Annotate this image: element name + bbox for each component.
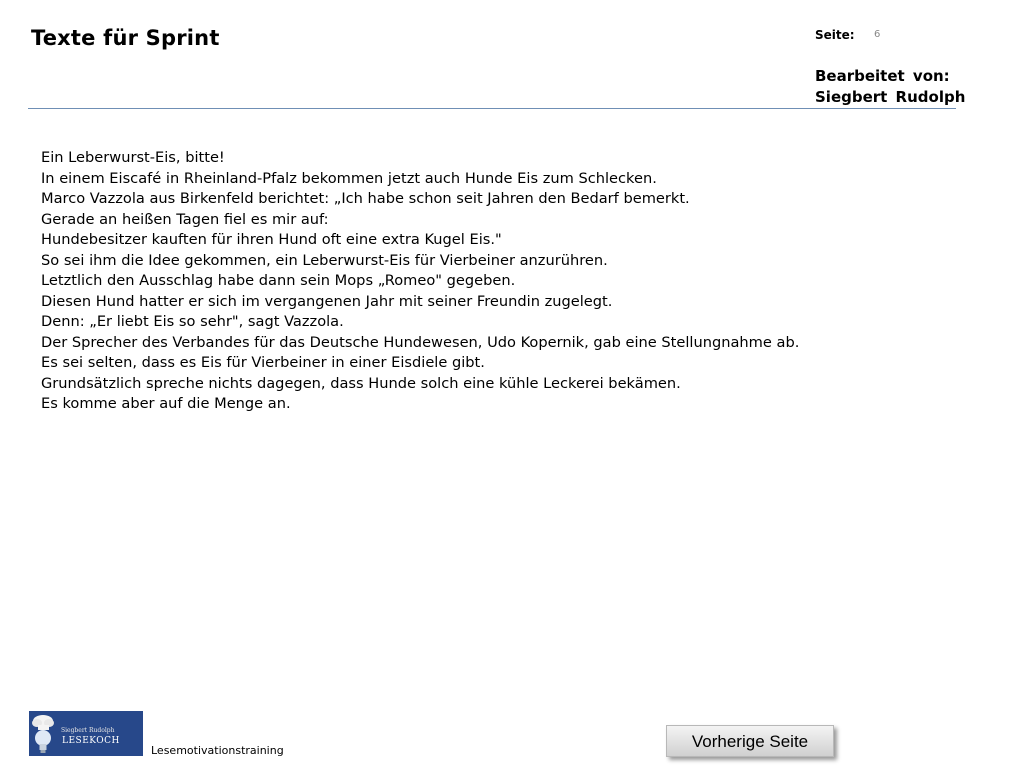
text-passage	[41, 148, 901, 415]
chef-bulb-logo-icon	[29, 711, 143, 756]
text-line: Es komme aber auf die Menge an.	[41, 395, 291, 412]
text-line: Ein Leberwurst-Eis, bitte!	[41, 149, 225, 166]
text-line: Grundsätzlich spreche nichts dagegen, dass Hunde solch eine kühle Leckerei bekämen.	[41, 374, 681, 392]
edited-by-label: Bearbeitet von:	[815, 67, 950, 85]
text-line: Marco Vazzola aus Birkenfeld berichtet: „Ich habe schon seit Jahren den Bedarf bemerkt.	[41, 190, 690, 207]
text-line: So sei ihm die Idee gekommen, ein Leberwurst-Eis für Vierbeiner anzurühren.	[41, 251, 608, 269]
page-title: Texte für Sprint	[31, 26, 220, 50]
lesekoch-logo	[29, 711, 143, 756]
page-label: Seite:	[815, 28, 855, 42]
text-line: Der Sprecher des Verbandes für das Deutsche Hundewesen, Udo Kopernik, gab eine Stellungnahme ab.	[41, 333, 800, 351]
editor-name: Siegbert Rudolph	[815, 88, 966, 106]
text-line: Letztlich den Ausschlag habe dann sein Mops „Romeo" gegeben.	[41, 272, 516, 289]
text-line: Gerade an heißen Tagen fiel es mir auf:	[41, 210, 329, 228]
text-line: Diesen Hund hatter er sich im vergangenen Jahr mit seiner Freundin zugelegt.	[41, 292, 613, 310]
svg-text:LESEKOCH: LESEKOCH	[62, 736, 120, 746]
header-divider	[28, 108, 956, 109]
edited-by-block	[815, 66, 965, 108]
text-line: Denn: „Er liebt Eis so sehr", sagt Vazzola.	[41, 313, 344, 330]
previous-page-button[interactable]: Vorherige Seite	[666, 725, 834, 757]
text-line: In einem Eiscafé in Rheinland-Pfalz bekommen jetzt auch Hunde Eis zum Schlecken.	[41, 169, 657, 187]
footer-label: Lesemotivationstraining	[151, 744, 284, 757]
text-line: Es sei selten, dass es Eis für Vierbeiner in einer Eisdiele gibt.	[41, 354, 485, 371]
svg-text:Siegbert Rudolph: Siegbert Rudolph	[61, 727, 115, 734]
text-line: Hundebesitzer kauften für ihren Hund oft eine extra Kugel Eis."	[41, 231, 502, 248]
page-number: 6	[874, 29, 881, 40]
